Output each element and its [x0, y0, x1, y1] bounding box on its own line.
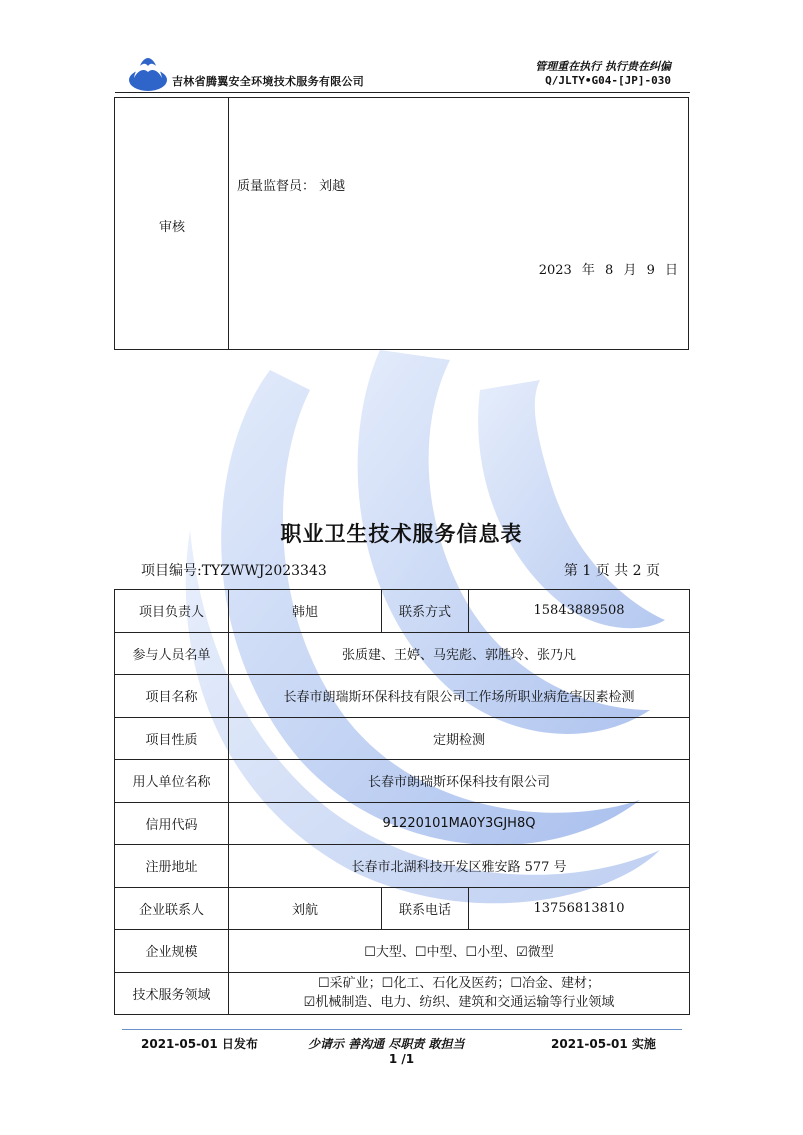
document-code: Q/JLTY•G04-[JP]-030: [545, 74, 671, 87]
audit-table: [114, 97, 689, 350]
address-label: 注册地址: [115, 845, 229, 888]
project-name-value: 长春市朗瑞斯环保科技有限公司工作场所职业病危害因素检测: [229, 675, 690, 718]
contact-value: 15843889508: [469, 590, 690, 633]
leader-value: 韩旭: [229, 590, 382, 633]
service-field-label: 技术服务领域: [115, 972, 229, 1015]
service-info-table: [114, 589, 690, 1015]
form-title: 职业卫生技术服务信息表: [280, 522, 523, 546]
effective-date: 2021-05-01 实施: [551, 1037, 656, 1051]
audit-date: 2023 年 8 月 9 日: [538, 263, 678, 278]
table-row: [115, 760, 690, 803]
project-name-label: 项目名称: [115, 675, 229, 718]
table-row: [115, 632, 690, 675]
project-nature-value: 定期检测: [229, 717, 690, 760]
scale-value: ☐大型、☐中型、☐小型、☑微型: [229, 930, 690, 973]
employer-label: 用人单位名称: [115, 760, 229, 803]
table-row: [115, 675, 690, 718]
credit-code-value: 91220101MA0Y3GJH8Q: [229, 802, 690, 845]
address-value: 长春市北湖科技开发区雅安路 577 号: [229, 845, 690, 888]
service-field-line-2: ☑机械制造、电力、纺织、建筑和交通运输等行业领域: [303, 995, 615, 1011]
corp-contact-label: 企业联系人: [115, 887, 229, 930]
issued-date: 2021-05-01 日发布: [141, 1037, 258, 1051]
page-header: [0, 0, 803, 100]
service-field-line-1: ☐采矿业；☐化工、石化及医药；☐冶金、建材；: [318, 976, 600, 992]
page-number: 1 /1: [388, 1052, 415, 1066]
table-row: [115, 717, 690, 760]
project-nature-label: 项目性质: [115, 717, 229, 760]
contact-label: 联系方式: [382, 590, 469, 633]
scale-label: 企业规模: [115, 930, 229, 973]
company-name: 吉林省腾翼安全环境技术服务有限公司: [172, 75, 365, 88]
footer-divider: [122, 1029, 682, 1030]
audit-label-cell: [115, 98, 229, 349]
service-field-value: [229, 972, 690, 1015]
table-row: [115, 590, 690, 633]
table-row: [115, 887, 690, 930]
leader-label: 项目负责人: [115, 590, 229, 633]
table-row: [115, 972, 690, 1015]
audit-label: 审核: [158, 220, 185, 235]
table-row: [115, 845, 690, 888]
footer-slogan: 少请示 善沟通 尽职责 敢担当: [308, 1037, 465, 1051]
page-count: 第 1 页 共 2 页: [563, 563, 660, 579]
company-logo: [128, 56, 168, 92]
members-label: 参与人员名单: [115, 632, 229, 675]
phone-value: 13756813810: [469, 887, 690, 930]
table-row: [115, 802, 690, 845]
credit-code-label: 信用代码: [115, 802, 229, 845]
corp-contact-value: 刘航: [229, 887, 382, 930]
phone-label: 联系电话: [382, 887, 469, 930]
header-motto: 管理重在执行 执行贵在纠偏: [535, 60, 671, 73]
members-value: 张质建、王婷、马宪彪、郭胜玲、张乃凡: [229, 632, 690, 675]
header-divider: [115, 92, 690, 93]
employer-value: 长春市朗瑞斯环保科技有限公司: [229, 760, 690, 803]
table-row: [115, 930, 690, 973]
project-number: 项目编号:TYZWWJ2023343: [141, 563, 327, 579]
quality-supervisor: 质量监督员： 刘越: [237, 179, 346, 194]
